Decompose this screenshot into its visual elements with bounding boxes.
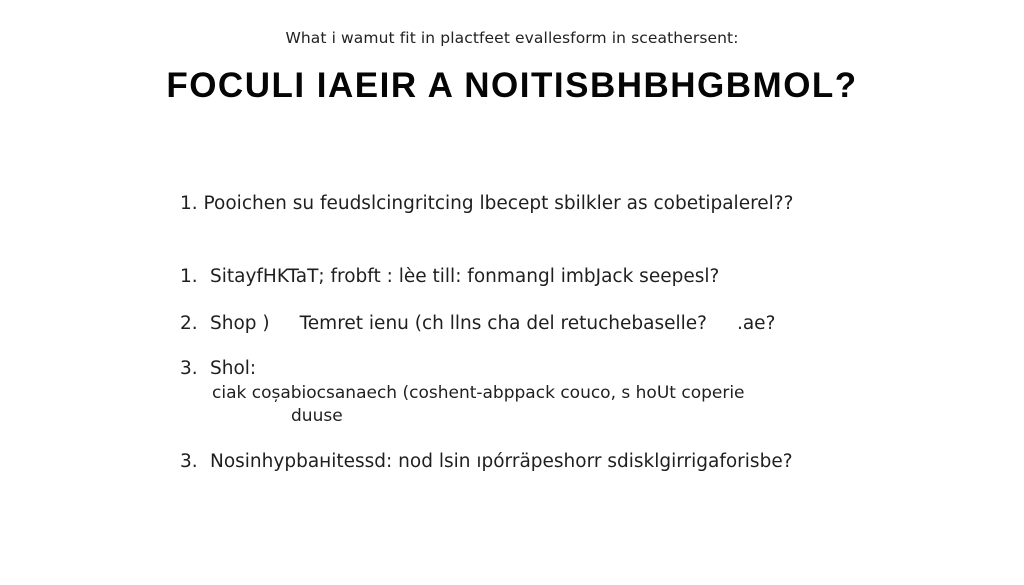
list-item-subtext-continued: duuse [291, 406, 343, 426]
list-item-number: 3. [180, 358, 198, 379]
list-item [180, 313, 775, 334]
list-item-text: Nosinhypbaнitessd: nod lsin ıpórräpeshorr sdisklgirrigaforisbe? [210, 451, 793, 472]
list-item [180, 266, 719, 287]
list-item-subtext: ciak coșabiocsanaech (coshent-abppack couco, s hoUt coperie [212, 383, 745, 403]
list-item-label: Shop ) [210, 313, 270, 334]
question-number: 1. [180, 193, 198, 214]
question-line [180, 193, 793, 214]
list-item-text: Temret ienu (ch llns cha del retuchebaselle? [299, 313, 707, 334]
list-item-tail: .ae? [736, 313, 776, 334]
page-title: FOCULI IAEIR A NOITISBHBHGBMOL? [166, 66, 858, 105]
list-item-number: 3. [180, 451, 198, 472]
page-subtitle: What i wamut fit in plactfeet evallesform in sceathersent: [285, 29, 739, 47]
list-item-text: SitayfHKTaT; frobft : lèe till: fonmangl imbJack seepesl? [210, 266, 720, 287]
list-item-number: 1. [180, 266, 198, 287]
list-item [180, 358, 256, 379]
question-text: Pooichen su feudslcingritcing lbecept sbilkler as cobetipalerel?? [203, 193, 794, 214]
list-item-label: Shol: [210, 358, 257, 379]
list-item-number: 2. [180, 313, 198, 334]
list-item [180, 451, 793, 472]
